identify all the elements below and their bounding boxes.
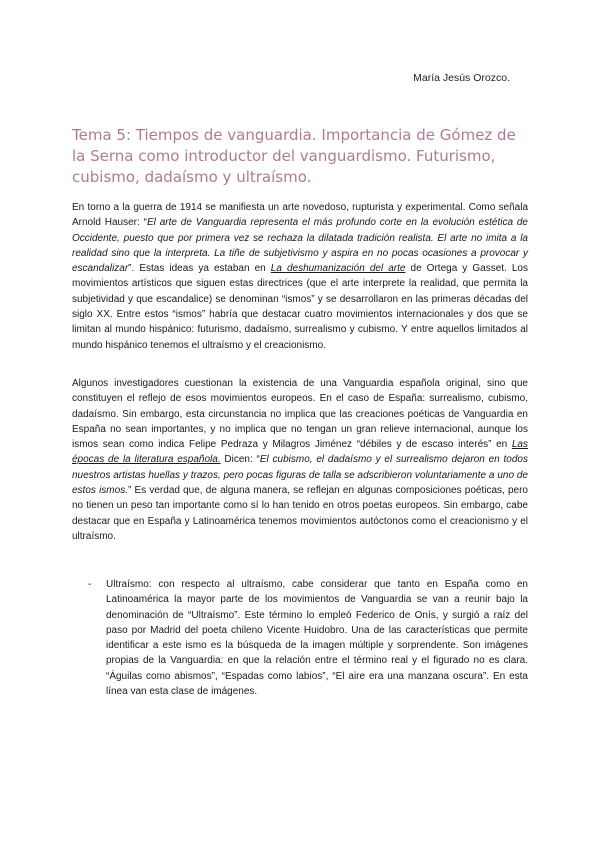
text-span: ” Es verdad que, de alguna manera, se reflejan en algunas composiciones poéticas, pero no tienen un peso tan importante como sí lo han tenido en otros poetas europeos. Sin embargo, cabe destacar que en España y Latinoamérica tenemos movimientos autóctonos como el creacionismo y el ultraísmo. xyxy=(72,485,528,542)
list-item-ultraismo xyxy=(88,577,528,699)
text-span: ”. Estas ideas ya estaban en xyxy=(128,263,271,275)
page-title: Tema 5: Tiempos de vanguardia. Importancia de Gómez de la Serna como introductor del vanguardismo. Futurismo, cubismo, dadaísmo y ultraísmo. xyxy=(72,126,516,186)
author-name: María Jesús Orozco. xyxy=(413,72,510,84)
paragraph-intro xyxy=(72,200,528,353)
paragraph-spanish-vanguard xyxy=(72,376,528,544)
pedraza-quote: El cubismo, el dadaísmo y el surrealismo dejaron en todos nuestros artistas huellas y trazos, pero pocas figuras de talla se adscribieron voluntariamente a uno de estos ismos. xyxy=(72,454,528,497)
hauser-quote: El arte de Vanguardia representa el más profundo corte en la evolución estética de Occidente, puesto que por primera vez se rechaza la dilatada tradición realista. El arte no imita a la realidad sino que la interpreta. La tiñe de subjetivismo y aspira en no pocas ocasiones a provocar y escandalizar xyxy=(72,217,528,275)
book-title-ortega: La deshumanización del arte xyxy=(270,263,406,275)
bullet-dash: - xyxy=(88,579,92,590)
book-title-epocas: Las épocas de la literatura española. xyxy=(72,439,528,466)
text-span: Dicen: “ xyxy=(220,454,260,466)
list-item-text: Ultraísmo: con respecto al ultraísmo, cabe considerar que tanto en España como en Latinoamérica la mayor parte de los movimientos de Vanguardia se van a reunir bajo la denominación de “Ultraísmo”. Este término lo empleó Federico de Onís, y surgió a raíz del paso por Madrid del poeta chileno Vicente Huidobro. Una de las características que permite identificar a este ismo es la búsqueda de la imagen múltiple y sorprendente. Son imágenes propias de la Vanguardia: en que la relación entre el término real y el figurado no es clara. “Águilas como abismos”, “Espadas como labios”, “El aire era una manzana oscura”. En esta línea van esta clase de imágenes. xyxy=(106,579,528,698)
text-span: de Ortega y Gasset. Los movimientos artísticos que siguen estas directrices (que el arte interprete la realidad, que permita la subjetividad y que escandalice) se denominan “ismos” y se desarrollaron en las primeras décadas del siglo XX. Entre estos “ismos” habría que destacar cuatro movimientos internacionales y dos que se limitan al mundo hispánico: futurismo, dadaísmo, surrealismo y cubismo. Y entre aquellos limitados al mundo hispánico tenemos el ultraísmo y el creacionismo. xyxy=(72,263,528,351)
text-span: En torno a la guerra de 1914 se manifiesta un arte novedoso, rupturista y experimental. Como señala Arnold Hauser: “ xyxy=(72,202,528,229)
text-span: Algunos investigadores cuestionan la existencia de una Vanguardia española original, sino que constituyen el reflejo de esos movimientos europeos. En el caso de España: surrealismo, cubismo, dadaísmo. Sin embargo, esta circunstancia no implica que las creaciones poéticas de Vanguardia en España no sean importantes, y no implica que no tengan un gran relieve internacional, aunque los ismos sean como indica Felipe Pedraza y Milagros Jiménez “débiles y de escaso interés” en xyxy=(72,378,528,451)
